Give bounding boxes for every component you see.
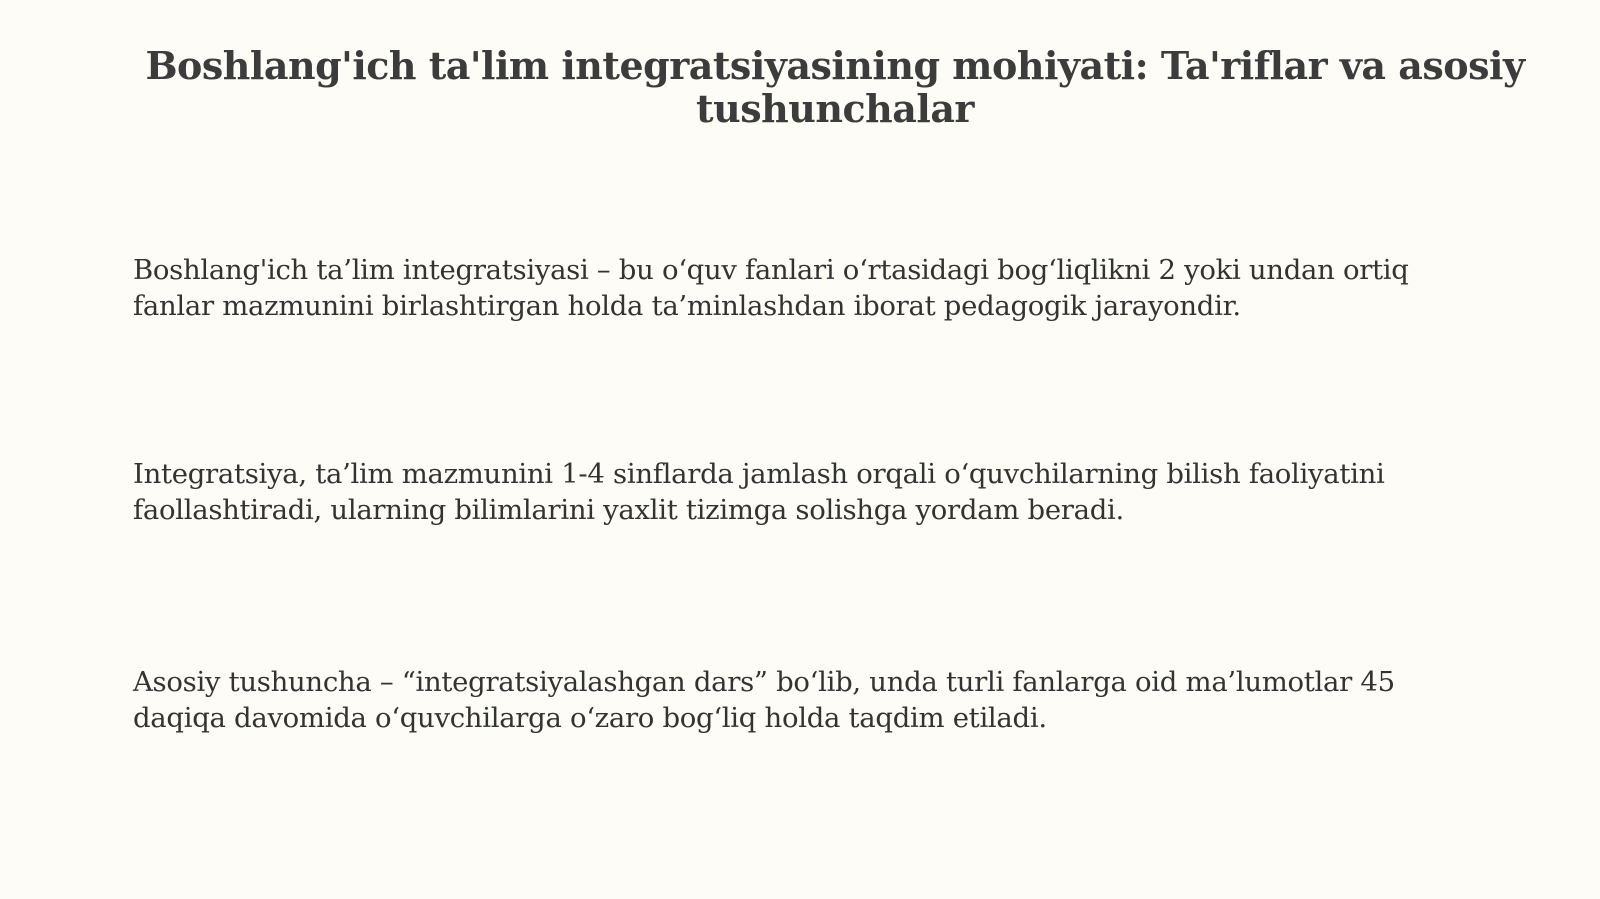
paragraph-key-concept: Asosiy tushuncha – “integratsiyalashgan dars” bo‘lib, unda turli fanlarga oid ma’lumotlar 45 daqiqa davomida o‘quvchilarga o‘zaro bog‘liq holda taqdim etiladi. [133, 666, 1395, 734]
paragraph-integration: Integratsiya, ta’lim mazmunini 1-4 sinflarda jamlash orqali o‘quvchilarning bilish faoliyatini faollashtiradi, ularning bilimlarini yaxlit tizimga solishga yordam beradi. [133, 458, 1385, 526]
paragraph-definition: Boshlang'ich ta’lim integratsiyasi – bu o‘quv fanlari o‘rtasidagi bog‘liqlikni 2 yoki undan ortiq fanlar mazmunini birlashtirgan holda ta’minlashdan iborat pedagogik jarayondir. [133, 254, 1409, 322]
slide-title: Boshlang'ich ta'lim integratsiyasining mohiyati: Ta'riflar va asosiy tushunchalar [145, 43, 1525, 131]
